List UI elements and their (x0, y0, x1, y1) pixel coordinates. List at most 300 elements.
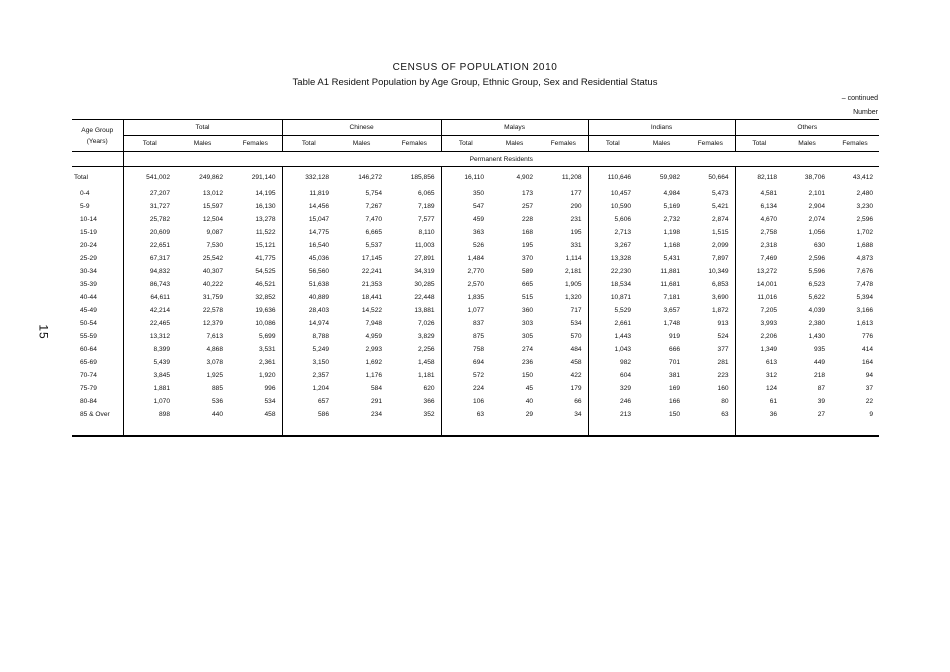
value-cell: 31,759 (202, 294, 223, 301)
age-group-cell: 5-9 (80, 203, 90, 210)
value-cell: 15,597 (202, 203, 223, 210)
value-cell: 4,902 (516, 173, 534, 181)
group-header-others: Others (735, 120, 879, 136)
value-cell: 86,743 (123, 278, 176, 291)
value-cell: 14,522 (361, 307, 383, 314)
value-cell: 50,664 (708, 173, 729, 181)
value-cell: 213 (588, 408, 637, 421)
value-cell: 234 (371, 411, 383, 418)
value-cell: 2,074 (808, 216, 826, 223)
value-cell: 1,920 (259, 372, 276, 379)
value-cell: 982 (588, 356, 637, 369)
value-cell: 5,606 (588, 213, 637, 226)
value-cell: 1,070 (123, 395, 176, 408)
value-cell: 586 (282, 408, 335, 421)
value-cell: 303 (522, 320, 534, 327)
value-cell: 1,613 (856, 320, 874, 327)
value-cell: 14,974 (282, 317, 335, 330)
value-cell: 1,077 (441, 304, 490, 317)
value-cell: 12,379 (202, 320, 223, 327)
value-cell: 291 (371, 398, 383, 405)
value-cell: 484 (570, 346, 582, 353)
spacer-cell (783, 421, 831, 436)
value-cell: 2,480 (856, 190, 874, 197)
value-cell: 41,775 (255, 255, 276, 262)
sub-header-total: Total (123, 136, 176, 152)
value-cell: 1,458 (418, 359, 435, 366)
value-cell: 7,469 (735, 252, 783, 265)
value-cell: 59,982 (659, 173, 681, 181)
table-row (72, 291, 879, 304)
value-cell: 195 (522, 242, 534, 249)
value-cell: 2,181 (565, 268, 582, 275)
age-group-cell: 10-14 (80, 216, 97, 223)
value-cell: 38,706 (804, 173, 826, 181)
total-row (72, 167, 879, 188)
value-cell: 177 (570, 190, 582, 197)
value-cell: 34,319 (414, 268, 435, 275)
value-cell: 22,241 (361, 268, 383, 275)
value-cell: 40,889 (282, 291, 335, 304)
table-row (72, 239, 879, 252)
age-group-cell: 25-29 (80, 255, 97, 262)
sub-header-males: Males (490, 136, 539, 152)
value-cell: 150 (669, 411, 681, 418)
value-cell: 3,150 (282, 356, 335, 369)
value-cell: 3,690 (712, 294, 729, 301)
table-row (72, 252, 879, 265)
value-cell: 534 (264, 398, 276, 405)
value-cell: 1,056 (808, 229, 826, 236)
value-cell: 541,002 (123, 167, 176, 188)
value-cell: 19,636 (255, 307, 276, 314)
spacer-cell (335, 421, 388, 436)
page-number: 15 (36, 324, 51, 340)
value-cell: 6,065 (418, 190, 435, 197)
value-cell: 10,590 (588, 200, 637, 213)
table-row (72, 304, 879, 317)
value-cell: 935 (814, 346, 826, 353)
value-cell: 12,504 (202, 216, 223, 223)
value-cell: 236 (522, 359, 534, 366)
value-cell: 39 (817, 398, 826, 405)
value-cell: 1,484 (441, 252, 490, 265)
value-cell: 40,222 (202, 281, 223, 288)
sub-header-females: Females (388, 136, 441, 152)
value-cell: 604 (588, 369, 637, 382)
value-cell: 534 (570, 320, 582, 327)
value-cell: 43,412 (852, 173, 874, 181)
value-cell: 13,278 (255, 216, 276, 223)
value-cell: 246 (588, 395, 637, 408)
spacer-cell (441, 421, 490, 436)
value-cell: 4,581 (735, 187, 783, 200)
value-cell: 694 (441, 356, 490, 369)
value-cell: 56,560 (282, 265, 335, 278)
sub-header-males: Males (783, 136, 831, 152)
value-cell: 40,307 (202, 268, 223, 275)
sub-header-males: Males (176, 136, 229, 152)
value-cell: 14,456 (282, 200, 335, 213)
value-cell: 913 (717, 320, 729, 327)
value-cell: 449 (814, 359, 826, 366)
value-cell: 7,267 (365, 203, 383, 210)
value-cell: 46,521 (255, 281, 276, 288)
table-row (72, 200, 879, 213)
value-cell: 5,473 (712, 190, 729, 197)
value-cell: 1,043 (588, 343, 637, 356)
value-cell: 11,881 (660, 268, 681, 275)
sub-header-females: Females (686, 136, 735, 152)
value-cell: 27 (817, 411, 826, 418)
table-row (72, 395, 879, 408)
value-cell: 51,638 (282, 278, 335, 291)
value-cell: 1,176 (365, 372, 383, 379)
value-cell: 5,754 (365, 190, 383, 197)
value-cell: 13,272 (735, 265, 783, 278)
value-cell: 837 (441, 317, 490, 330)
value-cell: 3,829 (418, 333, 435, 340)
value-cell: 758 (441, 343, 490, 356)
value-cell: 422 (570, 372, 582, 379)
spacer-cell (229, 421, 282, 436)
value-cell: 7,613 (206, 333, 223, 340)
value-cell: 3,230 (856, 203, 874, 210)
value-cell: 16,110 (441, 167, 490, 188)
value-cell: 2,380 (808, 320, 826, 327)
sub-header-total: Total (588, 136, 637, 152)
value-cell: 2,101 (808, 190, 826, 197)
value-cell: 8,788 (282, 330, 335, 343)
value-cell: 1,692 (365, 359, 383, 366)
value-cell: 329 (588, 382, 637, 395)
value-cell: 898 (123, 408, 176, 421)
value-cell: 584 (371, 385, 383, 392)
value-cell: 7,026 (418, 320, 435, 327)
sub-header-total: Total (441, 136, 490, 152)
value-cell: 223 (717, 372, 729, 379)
table-title: CENSUS OF POPULATION 2010 (392, 62, 558, 73)
value-cell: 547 (441, 200, 490, 213)
table-body (72, 167, 879, 437)
value-cell: 25,542 (202, 255, 223, 262)
population-table (72, 119, 879, 437)
value-cell: 2,596 (856, 216, 874, 223)
value-cell: 665 (522, 281, 534, 288)
value-cell: 2,361 (259, 359, 276, 366)
value-cell: 4,984 (663, 190, 681, 197)
value-cell: 14,001 (735, 278, 783, 291)
age-group-cell: 65-69 (80, 359, 97, 366)
value-cell: 9 (869, 411, 874, 418)
value-cell: 7,189 (418, 203, 435, 210)
unit-label: Number (853, 109, 878, 116)
value-cell: 1,881 (123, 382, 176, 395)
age-group-cell: 50-54 (80, 320, 97, 327)
value-cell: 331 (570, 242, 582, 249)
sub-header-males: Males (335, 136, 388, 152)
value-cell: 9,087 (206, 229, 223, 236)
value-cell: 22,578 (202, 307, 223, 314)
age-group-cell: 75-79 (80, 385, 97, 392)
age-group-cell: 60-64 (80, 346, 97, 353)
table-row (72, 408, 879, 421)
value-cell: 150 (522, 372, 534, 379)
value-cell: 32,852 (255, 294, 276, 301)
value-cell: 3,845 (123, 369, 176, 382)
value-cell: 5,431 (663, 255, 681, 262)
age-group-cell: 20-24 (80, 242, 97, 249)
value-cell: 10,349 (708, 268, 729, 275)
value-cell: 36 (735, 408, 783, 421)
value-cell: 2,874 (712, 216, 729, 223)
value-cell: 168 (522, 229, 534, 236)
value-cell: 381 (669, 372, 681, 379)
value-cell: 3,657 (663, 307, 681, 314)
value-cell: 27,891 (414, 255, 435, 262)
value-cell: 2,318 (735, 239, 783, 252)
value-cell: 3,531 (259, 346, 276, 353)
value-cell: 13,312 (123, 330, 176, 343)
age-group-cell: 80-84 (80, 398, 97, 405)
value-cell: 377 (717, 346, 729, 353)
value-cell: 22,448 (414, 294, 435, 301)
value-cell: 164 (862, 359, 874, 366)
value-cell: 1,204 (282, 382, 335, 395)
value-cell: 17,145 (361, 255, 383, 262)
value-cell: 1,688 (856, 242, 874, 249)
value-cell: 179 (570, 385, 582, 392)
sub-header-total: Total (282, 136, 335, 152)
value-cell: 11,016 (735, 291, 783, 304)
value-cell: 6,853 (712, 281, 729, 288)
value-cell: 4,039 (808, 307, 826, 314)
status-spacer (72, 152, 123, 167)
value-cell: 5,596 (808, 268, 826, 275)
value-cell: 1,748 (663, 320, 681, 327)
value-cell: 885 (211, 385, 223, 392)
value-cell: 11,208 (561, 173, 582, 181)
value-cell: 776 (862, 333, 874, 340)
value-cell: 42,214 (123, 304, 176, 317)
value-cell: 570 (570, 333, 582, 340)
value-cell: 312 (735, 369, 783, 382)
value-cell: 5,394 (856, 294, 874, 301)
age-group-cell: 40-44 (80, 294, 97, 301)
table-row (72, 382, 879, 395)
value-cell: 717 (570, 307, 582, 314)
value-cell: 124 (735, 382, 783, 395)
table-row (72, 330, 879, 343)
value-cell: 414 (862, 346, 874, 353)
value-cell: 7,577 (418, 216, 435, 223)
value-cell: 366 (423, 398, 435, 405)
value-cell: 231 (570, 216, 582, 223)
sub-header-total: Total (735, 136, 783, 152)
value-cell: 54,525 (255, 268, 276, 275)
value-cell: 6,134 (735, 200, 783, 213)
spacer-cell (123, 421, 176, 436)
age-group-cell: 85 & Over (80, 411, 110, 418)
value-cell: 224 (441, 382, 490, 395)
continued-note: – continued (841, 95, 878, 102)
value-cell: 291,140 (251, 173, 276, 181)
value-cell: 1,198 (663, 229, 681, 236)
value-cell: 2,596 (808, 255, 826, 262)
value-cell: 169 (669, 385, 681, 392)
value-cell: 30,285 (414, 281, 435, 288)
value-cell: 34 (574, 411, 582, 418)
value-cell: 13,328 (588, 252, 637, 265)
value-cell: 7,530 (206, 242, 223, 249)
value-cell: 2,993 (365, 346, 383, 353)
value-cell: 5,169 (663, 203, 681, 210)
value-cell: 13,012 (202, 190, 223, 197)
value-cell: 2,206 (735, 330, 783, 343)
value-cell: 18,441 (361, 294, 383, 301)
value-cell: 7,897 (712, 255, 729, 262)
value-cell: 1,925 (206, 372, 223, 379)
age-years-label: (Years) (86, 137, 108, 145)
value-cell: 10,457 (588, 187, 637, 200)
value-cell: 45,036 (282, 252, 335, 265)
table-row (72, 213, 879, 226)
value-cell: 2,770 (441, 265, 490, 278)
value-cell: 2,661 (588, 317, 637, 330)
value-cell: 274 (522, 346, 534, 353)
value-cell: 352 (423, 411, 435, 418)
value-cell: 25,782 (123, 213, 176, 226)
value-cell: 66 (574, 398, 582, 405)
value-cell: 173 (522, 190, 534, 197)
value-cell: 7,205 (735, 304, 783, 317)
value-cell: 305 (522, 333, 534, 340)
value-cell: 360 (522, 307, 534, 314)
value-cell: 45 (525, 385, 534, 392)
value-cell: 37 (865, 385, 874, 392)
table-row (72, 369, 879, 382)
value-cell: 31,727 (123, 200, 176, 213)
value-cell: 589 (522, 268, 534, 275)
value-cell: 22 (865, 398, 874, 405)
value-cell: 29 (525, 411, 534, 418)
value-cell: 110,646 (588, 167, 637, 188)
value-cell: 3,267 (588, 239, 637, 252)
value-cell: 7,181 (663, 294, 681, 301)
value-cell: 64,611 (123, 291, 176, 304)
value-cell: 350 (441, 187, 490, 200)
value-cell: 61 (735, 395, 783, 408)
group-header-indians: Indians (588, 120, 735, 136)
sub-header-females: Females (539, 136, 588, 152)
value-cell: 1,181 (418, 372, 435, 379)
value-cell: 63 (441, 408, 490, 421)
value-cell: 536 (211, 398, 223, 405)
value-cell: 257 (522, 203, 534, 210)
value-cell: 1,114 (565, 255, 582, 262)
value-cell: 80 (721, 398, 729, 405)
value-cell: 4,873 (856, 255, 874, 262)
value-cell: 22,651 (123, 239, 176, 252)
group-header-chinese: Chinese (282, 120, 441, 136)
value-cell: 572 (441, 369, 490, 382)
spacer-cell (831, 421, 879, 436)
value-cell: 40 (525, 398, 534, 405)
value-cell: 11,003 (414, 242, 435, 249)
value-cell: 20,609 (123, 226, 176, 239)
value-cell: 1,430 (808, 333, 826, 340)
value-cell: 22,230 (588, 265, 637, 278)
spacer-cell (735, 421, 783, 436)
value-cell: 290 (570, 203, 582, 210)
age-group-header (72, 120, 123, 152)
table-row (72, 187, 879, 200)
value-cell: 459 (441, 213, 490, 226)
value-cell: 440 (211, 411, 223, 418)
value-cell: 1,349 (735, 343, 783, 356)
spacer-cell (282, 421, 335, 436)
group-header-total: Total (123, 120, 282, 136)
value-cell: 5,537 (365, 242, 383, 249)
value-cell: 1,702 (856, 229, 874, 236)
age-group-cell: 45-49 (80, 307, 97, 314)
value-cell: 2,357 (282, 369, 335, 382)
value-cell: 2,758 (735, 226, 783, 239)
value-cell: 458 (570, 359, 582, 366)
value-cell: 14,775 (282, 226, 335, 239)
value-cell: 13,881 (414, 307, 435, 314)
value-cell: 8,399 (123, 343, 176, 356)
age-group-cell: 15-19 (80, 229, 97, 236)
value-cell: 82,118 (735, 167, 783, 188)
value-cell: 2,713 (588, 226, 637, 239)
value-cell: 11,819 (282, 187, 335, 200)
value-cell: 22,465 (123, 317, 176, 330)
value-cell: 249,862 (199, 173, 223, 181)
value-cell: 21,353 (361, 281, 383, 288)
value-cell: 166 (669, 398, 681, 405)
group-header-malays: Malays (441, 120, 588, 136)
age-group-cell: 35-39 (80, 281, 97, 288)
value-cell: 1,515 (712, 229, 729, 236)
value-cell: 3,993 (735, 317, 783, 330)
value-cell: 620 (423, 385, 435, 392)
spacer-cell (490, 421, 539, 436)
value-cell: 1,443 (588, 330, 637, 343)
value-cell: 332,128 (282, 167, 335, 188)
table-row (72, 317, 879, 330)
value-cell: 1,872 (712, 307, 729, 314)
spacer-cell (539, 421, 588, 436)
table-bottom-rule (72, 421, 879, 436)
value-cell: 5,622 (808, 294, 826, 301)
value-cell: 2,570 (441, 278, 490, 291)
value-cell: 666 (669, 346, 681, 353)
value-cell: 15,047 (282, 213, 335, 226)
value-cell: 14,195 (255, 190, 276, 197)
value-cell: 28,403 (282, 304, 335, 317)
value-cell: 185,856 (410, 173, 435, 181)
value-cell: 5,699 (259, 333, 276, 340)
value-cell: 27,207 (123, 187, 176, 200)
value-cell: 701 (669, 359, 681, 366)
value-cell: 5,439 (123, 356, 176, 369)
value-cell: 515 (522, 294, 534, 301)
value-cell: 160 (717, 385, 729, 392)
value-cell: 370 (522, 255, 534, 262)
value-cell: 875 (441, 330, 490, 343)
value-cell: 919 (669, 333, 681, 340)
